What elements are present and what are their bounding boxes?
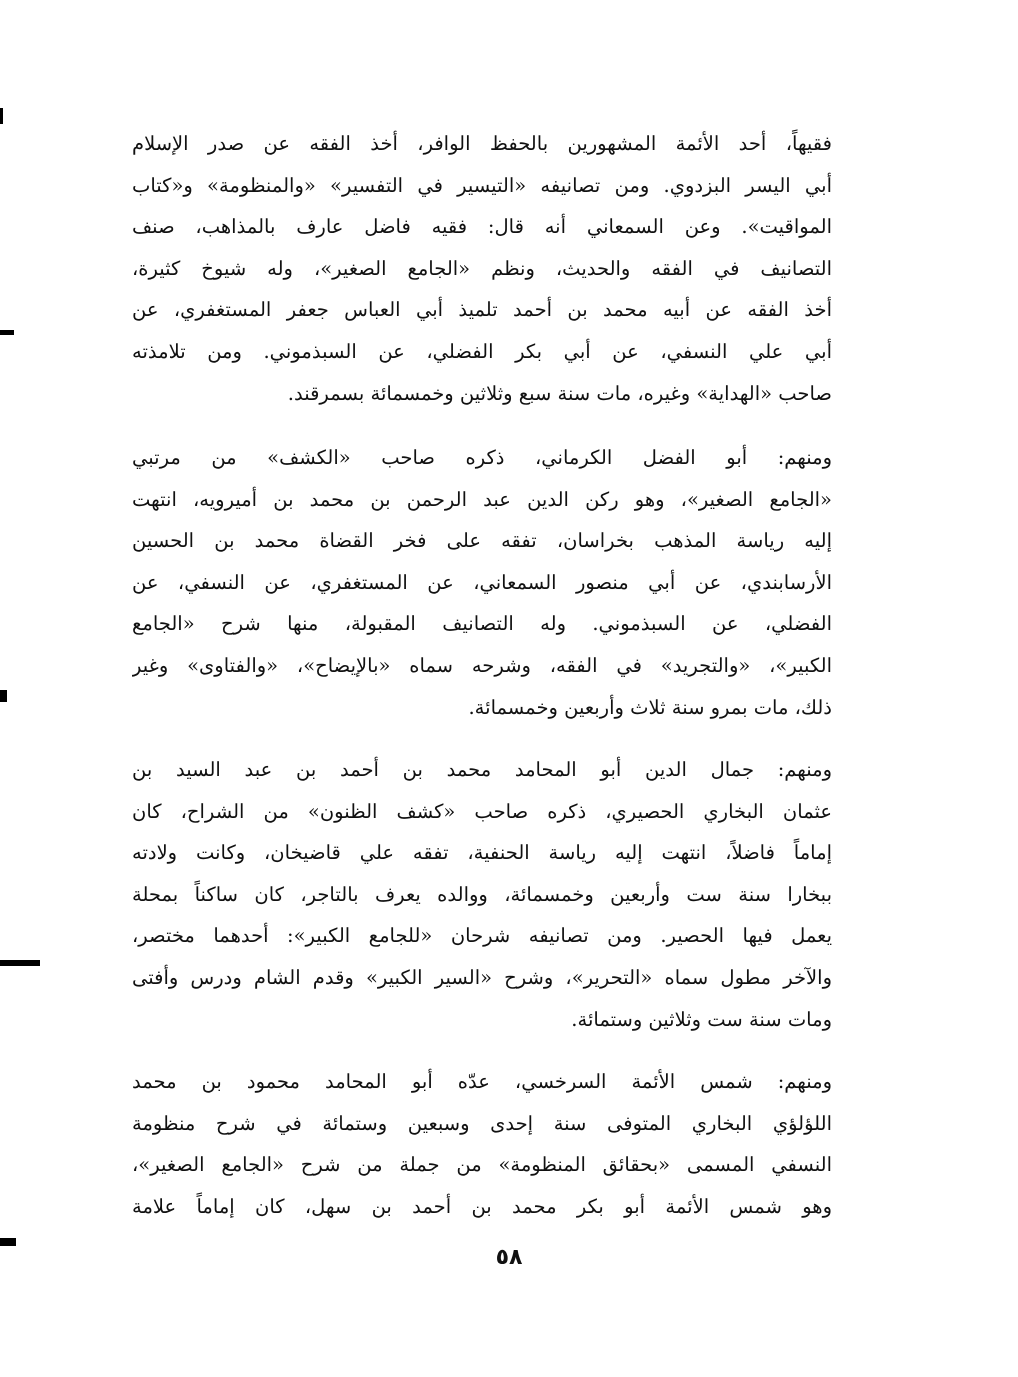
text-line: صاحب «الهداية» وغيره، مات سنة سبع وثلاثين وخمسمائة بسمرقند. [287,381,832,405]
text-line: أبي اليسر البزدوي. ومن تصانيفه «التيسير في التفسير» «والمنظومة» و«كتاب [132,173,832,197]
text-line: ومنهم: أبو الفضل الكرماني، ذكره صاحب «الكشف» من مرتبي [132,446,832,469]
scan-mark [0,330,14,335]
text-line: وهو شمس الأئمة أبو بكر محمد بن أحمد بن سهل، كان إماماً علامة [132,1194,832,1218]
text-line: ومنهم: جمال الدين أبو المحامد محمد بن أحمد بن عبد السيد بن [132,758,832,781]
text-line: ومات سنة ست وثلاثين وستمائة. [571,1007,832,1031]
text-line: أخذ الفقه عن أبيه محمد بن أحمد تلميذ أبي العباس جعفر المستغفري، عن [132,298,832,322]
text-line: والآخر مطول سماه «التحرير»، وشرح «السير الكبير» وقدم الشام ودرس وأفتى [132,965,832,989]
text-line: اللؤلؤي البخاري المتوفى سنة إحدى وسبعين وستمائة في شرح منظومة [132,1111,832,1135]
scan-mark [0,108,3,124]
text-line: التصانيف في الفقه والحديث، ونظم «الجامع الصغير»، وله شيوخ كثيرة، [132,256,832,280]
text-line: «الجامع الصغير»، وهو ركن الدين عبد الرحمن بن محمد بن أميرويه، انتهت [132,487,832,511]
scan-mark [0,690,7,702]
paragraph-4 [132,1061,832,1227]
text-line: ومنهم: شمس الأئمة السرخسي، عدّه أبو المحامد محمود بن محمد [132,1070,832,1093]
text-line: أبي علي النسفي، عن أبي بكر الفضلي، عن السبذموني. ومن تلامذته [132,339,832,363]
paragraph-1 [132,123,832,414]
text-line: المواقيت». وعن السمعاني أنه قال: فقيه فاضل عارف بالمذاهب، صنف [132,215,832,239]
text-line: إليه رياسة المذهب بخراسان، تفقه على فخر القضاة محمد بن الحسين [132,529,832,553]
text-line: النسفي المسمى «بحقائق المنظومة» من جملة من شرح «الجامع الصغير»، [132,1153,832,1177]
text-line: إماماً فاضلاً، انتهت إليه رياسة الحنفية، تفقه علي قاضيخان، وكانت ولادته [132,841,832,865]
paragraph-2 [132,437,832,728]
scan-mark [0,1238,16,1246]
text-line: عثمان البخاري الحصيري، ذكره صاحب «كشف الظنون» من الشراح، كان [132,799,832,823]
text-line: ببخارا سنة ست وأربعين وخمسمائة، ووالده يعرف بالتاجر، كان ساكناً بمحلة [132,882,832,906]
scan-mark [0,960,40,966]
paragraph-3 [132,749,832,1040]
text-line: الكبير»، «والتجريد» في الفقه، وشرحه سماه «بالإيضاح»، «والفتاوى» وغير [132,653,832,677]
text-line: يعمل فيها الحصير. ومن تصانيفه شرحان «للجامع الكبير»: أحدهما مختصر، [132,924,832,948]
page-number: ٥٨ [495,1245,523,1270]
text-line: فقيهاً، أحد الأئمة المشهورين بالحفظ الوافر، أخذ الفقه عن صدر الإسلام [132,132,832,155]
text-line: ذلك، مات بمرو سنة ثلاث وأربعين وخمسمائة. [468,695,832,719]
text-line: الأرسابندي، عن أبي منصور السمعاني، عن المستغفري، عن النسفي، عن [132,570,832,594]
text-line: الفضلي، عن السبذموني. وله التصانيف المقبولة، منها شرح «الجامع [132,612,832,636]
